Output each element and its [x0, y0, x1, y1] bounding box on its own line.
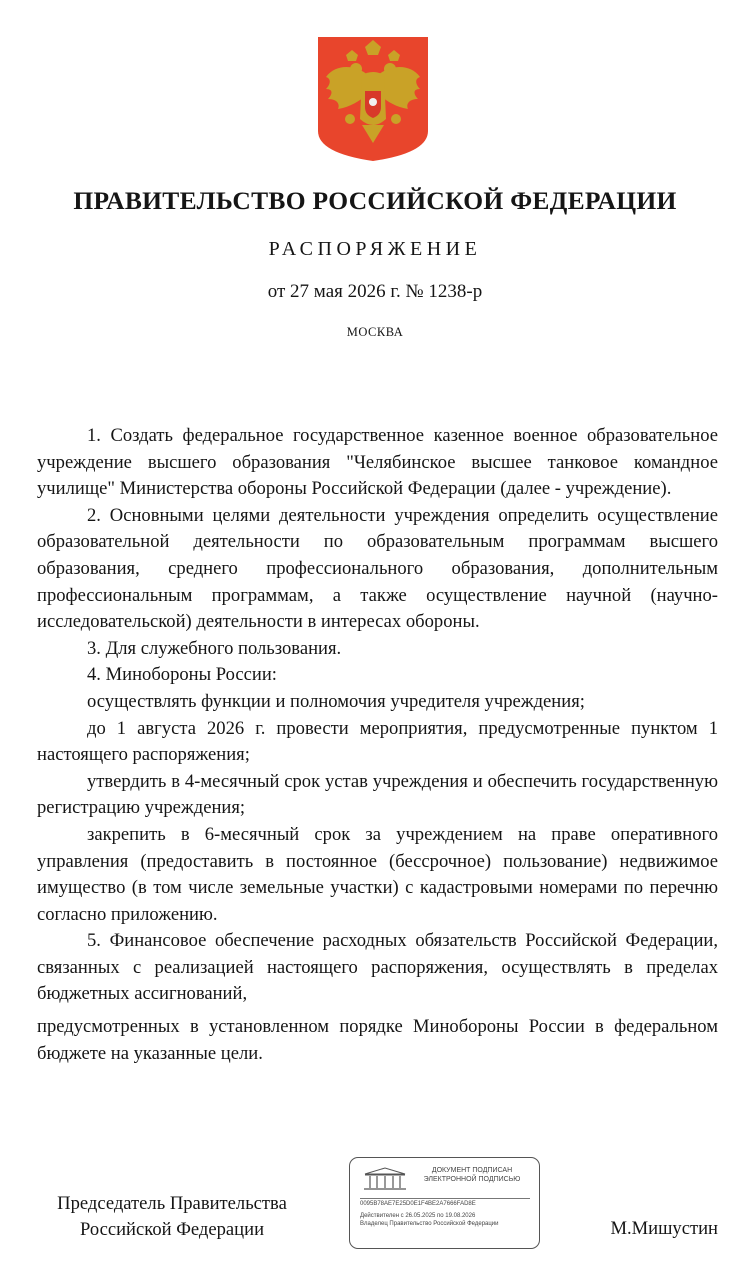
paragraph-4-item-2: до 1 августа 2026 г. провести мероприятия, предусмотренные пунктом 1 настоящего распоряжения;: [37, 717, 718, 766]
coat-of-arms-emblem: [316, 35, 430, 163]
stamp-heading-line-2: ЭЛЕКТРОННОЙ ПОДПИСЬЮ: [423, 1176, 521, 1183]
paragraph-4-item-1: осуществлять функции и полномочия учредителя учреждения;: [87, 690, 585, 712]
paragraph-2: 2. Основными целями деятельности учреждения определить осуществление образовательной деятельности по образовательным программам высшего образования, среднего профессионального образования, дополнительным профессиональным программам, а также осуществление научной (научно-исследовательской) деятельности в интересах обороны.: [37, 504, 718, 633]
government-building-icon: [362, 1166, 408, 1192]
stamp-heading-line-1: ДОКУМЕНТ ПОДПИСАН: [431, 1167, 513, 1174]
paragraph-4-item-3: утвердить в 4-месячный срок устав учреждения и обеспечить государственную регистрацию учреждения;: [37, 770, 718, 819]
paragraph-4-item-4: закрепить в 6-месячный срок за учреждением на праве оперативного управления (предоставить в постоянное (бессрочное) пользование) недвижимое имущество (в том числе земельные участки) с кадастровыми номерами по перечню согласно приложению.: [37, 823, 718, 925]
document-date-number: от 27 мая 2026 г. № 1238-р: [267, 281, 483, 302]
stamp-heading: [410, 1166, 534, 1184]
signer-name: М.Мишустин: [610, 1218, 718, 1239]
document-type: РАСПОРЯЖЕНИЕ: [268, 238, 482, 260]
signer-position: [37, 1191, 307, 1243]
electronic-signature-stamp: [349, 1157, 540, 1249]
paragraph-5-continued: предусмотренных в установленном порядке Минобороны России в федеральном бюджете на указанные цели.: [37, 1016, 718, 1064]
paragraph-4: 4. Минобороны России:: [87, 664, 277, 686]
stamp-validity: Действителен с 26.05.2025 по 19.08.2026: [360, 1213, 476, 1219]
stamp-divider: [360, 1198, 530, 1199]
signer-position-line-1: Председатель Правительства: [57, 1193, 287, 1214]
stamp-owner: Владелец Правительство Российской Федерации: [360, 1221, 499, 1227]
government-title: ПРАВИТЕЛЬСТВО РОССИЙСКОЙ ФЕДЕРАЦИИ: [73, 186, 677, 215]
signer-position-line-2: Российской Федерации: [79, 1219, 265, 1240]
document-body: [37, 423, 718, 1067]
paragraph-3: 3. Для служебного пользования.: [87, 637, 342, 659]
document-city: МОСКВА: [346, 325, 404, 339]
paragraph-5: 5. Финансовое обеспечение расходных обязательств Российской Федерации, связанных с реализацией настоящего распоряжения, осуществлять в пределах бюджетных ассигнований,: [37, 930, 718, 1005]
paragraph-1: 1. Создать федеральное государственное казенное военное образовательное учреждение высшего образования "Челябинское высшее танковое командное училище" Министерства обороны Российской Федерации (далее - учреждение).: [37, 425, 718, 500]
stamp-certificate: 0095B78AE7E25D0E1F4BE2A7666FAD8E: [360, 1201, 476, 1207]
